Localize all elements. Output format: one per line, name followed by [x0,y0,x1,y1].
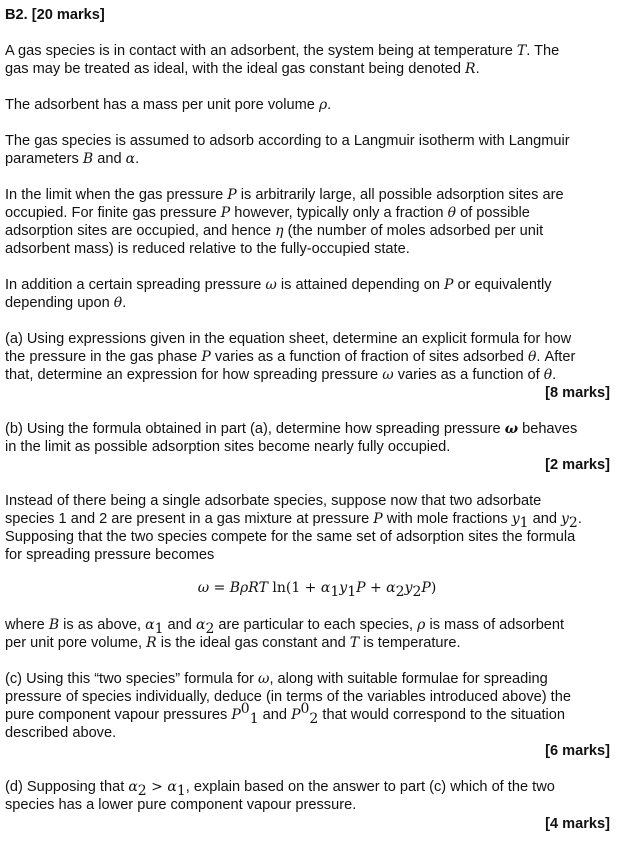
eq-close: ) [430,580,437,596]
symbol-omega: ω [504,421,519,437]
symbol-alpha: α [195,617,206,633]
symbol-omega: ω [265,277,277,293]
eq-y: y [339,580,348,596]
eq-alpha: α [386,580,396,596]
paragraph-1-line-2 [5,60,480,78]
text: adsorption sites are occupied, and hence [5,223,276,239]
text: (the number of moles adsorbed per unit [283,223,544,239]
question-a-line-1: (a) Using expressions given in the equation sheet, determine an explicit formula for how [5,331,572,347]
symbol-rho: ρ [318,97,328,113]
question-d-marks: [4 marks] [545,816,610,832]
text: In the limit when the gas pressure [5,187,228,203]
spreading-pressure-equation [0,578,634,598]
symbol-P: P [231,707,241,723]
symbol-theta: θ [113,295,123,311]
question-b-line-1 [5,420,577,438]
subscript-2: 2 [568,514,578,531]
text: species 1 and 2 are present in a gas mixture at pressure [5,511,374,527]
text: is arbitrarily large, all possible adsorption sites are [236,187,564,203]
symbol-omega: ω [382,367,394,383]
paragraph-3-line-2 [5,150,139,168]
eq-y: y [404,580,413,596]
question-d-line-1 [5,778,555,799]
question-c-line-2: pressure of species individually, deduce (in terms of the variables introduced above) the [5,689,571,705]
question-a-line-3 [5,366,556,384]
text: occupied. For finite gas pressure [5,205,221,221]
question-c-line-4: described above. [5,725,117,741]
symbol-P: P [291,707,301,723]
text: (c) Using this “two species” formula for [5,671,259,687]
text: is attained depending on [276,277,444,293]
eq-plus: + [365,580,387,596]
symbol-P: P [227,187,237,203]
greater-than: > [146,779,168,795]
question-c-marks: [6 marks] [545,743,610,759]
symbol-theta: θ [447,205,457,221]
symbol-B: B [82,151,94,167]
text: with mole fractions [382,511,512,527]
text: The adsorbent has a mass per unit pore volume [5,97,319,113]
symbol-y: y [561,511,569,527]
subscript-2: 2 [137,782,147,799]
question-a-line-2 [5,348,575,366]
text: varies as a function of [393,367,544,383]
subscript-1: 1 [249,710,259,727]
symbol-R: R [465,61,476,77]
paragraph-4-line-3 [5,222,543,240]
eq-sub: 1 [330,583,340,600]
symbol-P: P [444,277,454,293]
text: . [577,511,582,527]
paragraph-1-line-1 [5,42,559,60]
eq-coefficient: BρRT [229,580,268,596]
paragraph-3-line-1: The gas species is assumed to adsorb according to a Langmuir isotherm with Langmuir [5,133,570,149]
symbol-P: P [201,349,211,365]
text: . [475,61,480,77]
subscript-2: 2 [205,620,215,637]
question-c-line-3 [5,701,565,727]
symbol-R: R [146,635,157,651]
text: (d) Supposing that [5,779,129,795]
question-d-line-2: species has a lower pure component vapour pressure. [5,797,357,813]
text: is temperature. [359,635,461,651]
question-a-marks: [8 marks] [545,385,610,401]
text: gas may be treated as ideal, with the ideal gas constant being denoted [5,61,466,77]
text: is mass of adsorbent [425,617,565,633]
symbol-theta: θ [527,349,537,365]
text: pure component vapour pressures [5,707,232,723]
paragraph-6-line-3: Supposing that the two species compete for the same set of adsorption sites the formula [5,529,576,545]
symbol-alpha: α [128,779,138,795]
symbol-P: P [373,511,383,527]
text: . [135,151,140,167]
paragraph-5-line-2 [5,294,126,312]
symbol-T: T [516,43,527,59]
paragraph-2 [5,96,331,114]
eq-equals: = [209,580,230,596]
text: In addition a certain spreading pressure [5,277,266,293]
paragraph-7-line-1 [5,616,565,637]
eq-sub: 2 [395,583,405,600]
subscript-1: 1 [519,514,529,531]
text: . [327,97,332,113]
text: . The [526,43,560,59]
pressure-index [300,701,319,727]
paragraph-7-line-2 [5,634,461,652]
text: and [528,511,561,527]
eq-sub: 1 [347,583,357,600]
subscript-1: 1 [154,620,164,637]
text: . [552,367,557,383]
subscript-1: 1 [176,782,186,799]
text: are particular to each species, [214,617,418,633]
text: however, typically only a fraction [230,205,448,221]
text: per unit pore volume, [5,635,147,651]
symbol-theta: θ [543,367,553,383]
text: and [93,151,126,167]
symbol-eta: η [275,223,284,239]
eq-P: P [356,580,366,596]
subscript-2: 2 [309,710,319,727]
text: A gas species is in contact with an adsorbent, the system being at temperature [5,43,517,59]
text: depending upon [5,295,114,311]
text: and [258,707,292,723]
text: . After [536,349,576,365]
symbol-B: B [48,617,60,633]
text: , explain based on the answer to part (c) which of the two [185,779,555,795]
text: behaves [518,421,578,437]
eq-alpha: α [320,580,331,596]
text: parameters [5,151,83,167]
eq-lhs: ω [197,580,210,596]
text: or equivalently [453,277,552,293]
paragraph-6-line-1: Instead of there being a single adsorbate species, suppose now that two adsorbate [5,493,542,509]
symbol-y: y [511,511,520,527]
question-heading: B2. [20 marks] [5,7,105,23]
question-c-line-1 [5,670,548,688]
pressure-index [240,701,259,727]
eq-sub: 2 [412,583,422,600]
text: , along with suitable formulae for spreading [269,671,548,687]
text: is the ideal gas constant and [156,635,350,651]
text: of possible [456,205,530,221]
eq-ln: ln(1 + [267,580,321,596]
paragraph-5-line-1 [5,276,552,294]
question-b-line-2: in the limit as possible adsorption sites become nearly fully occupied. [5,439,451,455]
question-b-marks: [2 marks] [545,457,610,473]
superscript-0: 0 [240,701,250,718]
text: that, determine an expression for how spreading pressure [5,367,383,383]
superscript-0: 0 [300,701,310,718]
text: where [5,617,49,633]
text: the pressure in the gas phase [5,349,202,365]
text: and [163,617,196,633]
symbol-P: P [220,205,231,221]
text: varies as a function of fraction of sites adsorbed [210,349,528,365]
paragraph-4-line-2 [5,204,530,222]
text: (b) Using the formula obtained in part (a), determine how spreading pressure [5,421,505,437]
paragraph-4-line-4: adsorbent mass) is reduced relative to the fully-occupied state. [5,241,410,257]
paragraph-4-line-1 [5,186,564,204]
text: . [122,295,127,311]
symbol-rho: ρ [417,617,426,633]
paragraph-6-line-4: for spreading pressure becomes [5,547,215,563]
text: that would correspond to the situation [318,707,565,723]
symbol-alpha: α [145,617,155,633]
eq-P: P [421,580,431,596]
symbol-alpha: α [125,151,136,167]
symbol-alpha: α [167,779,177,795]
symbol-omega: ω [258,671,270,687]
paragraph-6-line-2 [5,510,582,531]
text: is as above, [59,617,146,633]
symbol-T: T [349,635,360,651]
